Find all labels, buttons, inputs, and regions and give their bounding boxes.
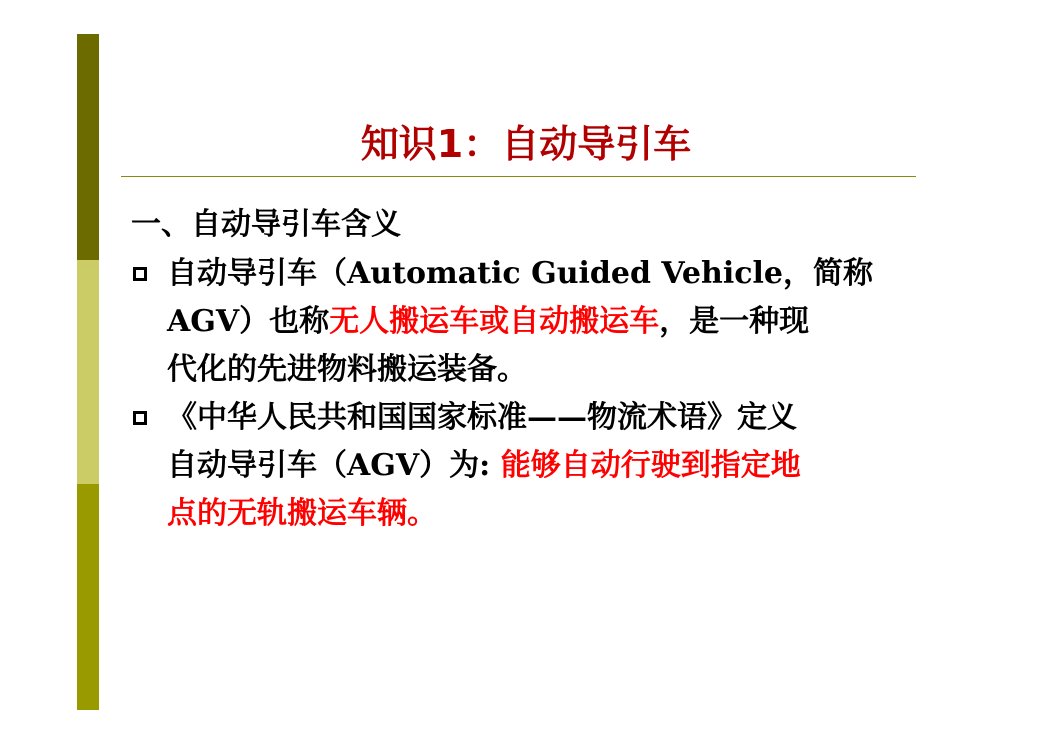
bullet2-line2 (167, 442, 921, 490)
title-underline (121, 176, 916, 177)
decorative-bar-bottom (77, 484, 99, 710)
bullet-item-definition (131, 250, 921, 394)
bullet2-line3: 点的无轨搬运车辆。 (167, 496, 437, 531)
bullet1-line2 (167, 298, 921, 346)
bullet2-highlight: 能够自动行驶到指定地 (500, 448, 801, 483)
bullet-item-standard (131, 394, 921, 538)
bullet1-highlight: 无人搬运车或自动搬运车 (329, 304, 660, 339)
section-heading: 一、自动导引车含义 (131, 207, 401, 242)
square-bullet-icon (133, 267, 147, 281)
bullet1-line3: 代化的先进物料搬运装备。 (167, 352, 527, 387)
bullet1-line1: 自动导引车（Automatic Guided Vehicle，简称 (167, 256, 873, 291)
bullet1-line2-end: ，是一种现 (659, 304, 810, 339)
square-bullet-icon (133, 411, 147, 425)
slide-title: 知识1：自动导引车 (360, 122, 692, 166)
bullet2-line1: 《中华人民共和国国家标准——物流术语》定义 (167, 400, 797, 435)
bullet2-line2-start: 自动导引车（AGV）为: (167, 448, 501, 483)
slide-body (131, 200, 921, 538)
bullet1-line2-start: AGV）也称 (167, 304, 330, 339)
decorative-bar-middle (77, 260, 99, 484)
